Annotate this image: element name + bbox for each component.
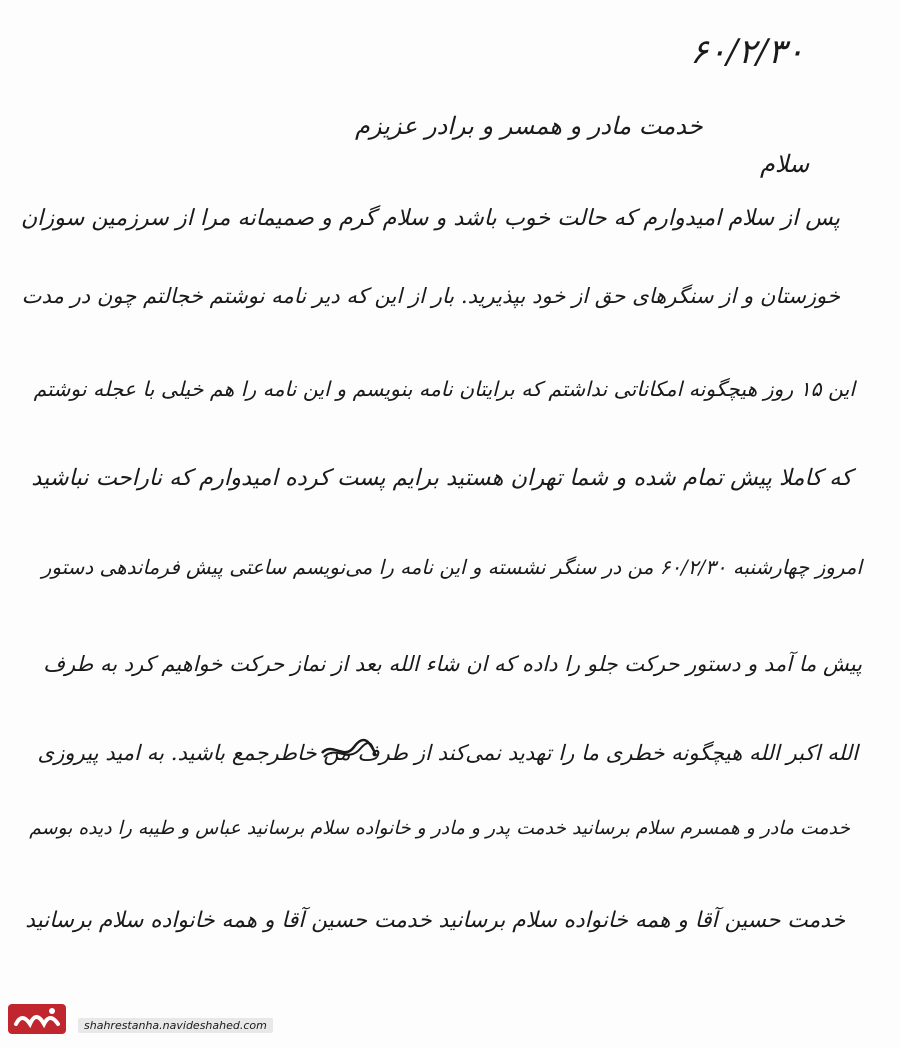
- site-watermark: [6, 998, 272, 1042]
- letter-line: پیش ما آمد و دستور حرکت جلو را داده که ان شاء الله بعد از نماز حرکت خواهیم کرد به طرف: [43, 652, 862, 676]
- letter-line: الله اکبر الله هیچگونه خطری ما را تهدید نمی‌کند از طرف من خاطرجمع باشید. به امید پیروزی: [37, 740, 858, 765]
- letter-line: پس از سلام امیدوارم که حالت خوب باشد و سلام گرم و صمیمانه مرا از سرزمین سوزان: [20, 205, 840, 231]
- letter-line: امروز چهارشنبه ۶۰/۲/۳۰ من در سنگر نشسته و این نامه را می‌نویسم ساعتی پیش فرماندهی دستور: [41, 556, 862, 579]
- letter-line: خدمت حسین آقا و همه خانواده سلام برسانید خدمت حسین آقا و همه خانواده سلام برسانید: [25, 908, 845, 933]
- letter-line: خوزستان و از سنگرهای حق از خود بپذیرید. بار از این که دیر نامه نوشتم خجالتم چون در مدت: [21, 283, 840, 308]
- letter-line: این ۱۵ روز هیچگونه امکاناتی نداشتم که برایتان نامه بنویسم و این نامه را هم خیلی با عجله نوشتم: [33, 377, 855, 401]
- watermark-site-url: shahrestanha.navideshahed.com: [78, 1018, 273, 1033]
- letter-line: که کاملا پیش تمام شده و شما تهران هستید برایم پست کرده امیدوارم که ناراحت نباشید: [31, 465, 852, 491]
- letter-salutation: خدمت مادر و همسر و برادر عزیزم: [355, 112, 703, 140]
- navideshahed-logo: [6, 998, 68, 1038]
- letter-line: خدمت مادر و همسرم سلام برسانید خدمت پدر و مادر و خانواده سلام برسانید عباس و طیبه را دیده بوسم: [29, 818, 850, 839]
- letter-date: ۶۰/۲/۳۰: [690, 32, 805, 72]
- letter-greeting: سلام: [760, 150, 810, 178]
- crossed-out-word-icon: [318, 735, 378, 765]
